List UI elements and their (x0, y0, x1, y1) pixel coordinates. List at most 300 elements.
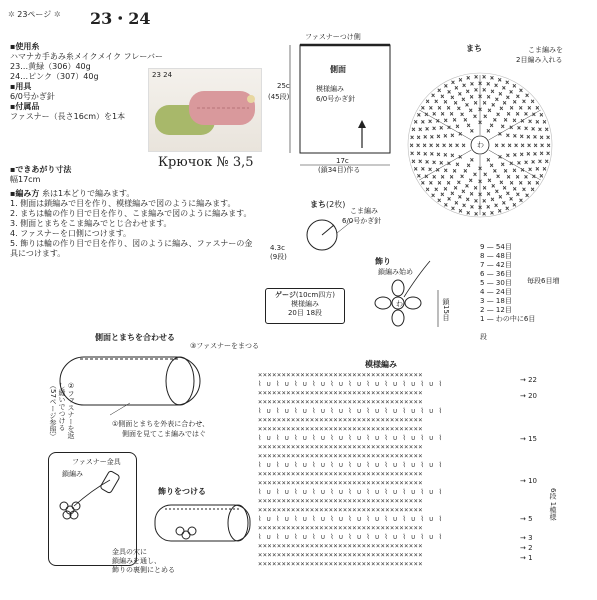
sc-stitch: × (512, 83, 517, 90)
side-title: 側面 (330, 65, 346, 74)
pattern-row: ⌇ ∪ ⌇ ∪ ⌇ ∪ ⌇ ∪ ⌇ ∪ ⌇ ∪ ⌇ ∪ ⌇ ∪ ⌇ ∪ ⌇ ∪ ⌇ (258, 488, 443, 496)
sc-stitch: × (521, 99, 527, 106)
gusset-row-stitches: — 42目 (486, 261, 512, 269)
sc-stitch: × (416, 143, 421, 149)
sc-stitch: × (487, 108, 492, 115)
sc-stitch: × (509, 161, 514, 167)
sc-stitch: × (450, 80, 456, 87)
sc-stitch: × (416, 112, 421, 119)
sc-stitch: × (416, 134, 421, 141)
sc-stitch: × (461, 83, 467, 90)
sc-stitch: × (440, 174, 445, 181)
sc-stitch: × (525, 93, 530, 100)
sc-stitch: × (456, 106, 461, 113)
sc-stitch: × (497, 77, 502, 84)
sc-stitch: × (420, 166, 425, 173)
sc-stitch: × (509, 105, 514, 112)
product-photo (148, 68, 262, 152)
sc-stitch: × (507, 143, 512, 149)
sc-stitch: × (466, 75, 471, 82)
sc-stitch: × (546, 150, 551, 157)
sc-stitch: × (456, 179, 461, 186)
gusset-row-number: 1 (480, 315, 487, 323)
pattern-row: ××××××××××××××××××××××××××××××××××× (258, 372, 424, 379)
sc-stitch: × (469, 157, 474, 164)
sc-stitch: × (486, 157, 491, 164)
sc-stitch: × (518, 197, 524, 204)
pattern-row: ⌇ ∪ ⌇ ∪ ⌇ ∪ ⌇ ∪ ⌇ ∪ ⌇ ∪ ⌇ ∪ ⌇ ∪ ⌇ ∪ ⌇ ∪ ⌇ (258, 515, 443, 523)
sc-stitch: × (486, 128, 491, 135)
sc-stitch: × (449, 111, 454, 118)
side-stitch: 模様編み (316, 85, 344, 93)
sc-stitch: × (440, 93, 445, 100)
sc-stitch: × (496, 111, 501, 118)
sc-stitch: × (443, 186, 448, 193)
sc-stitch: × (466, 162, 471, 169)
sc-stitch: × (463, 117, 468, 124)
sc-stitch: × (486, 191, 491, 198)
sc-stitch: × (454, 85, 459, 92)
sc-stitch: × (440, 111, 445, 118)
sc-stitch: × (518, 88, 524, 95)
sc-stitch: × (509, 180, 514, 187)
gusset-size-rows: (9段) (270, 253, 287, 261)
sc-stitch: × (535, 119, 540, 126)
sc-stitch: × (478, 94, 483, 100)
pattern-chart (258, 372, 516, 574)
yarn-desc: ハマナカ手あみ糸メイクメイク フレーバー (10, 52, 163, 61)
sc-stitch: × (512, 167, 517, 174)
sc-stitch: × (489, 75, 495, 82)
sc-stitch: × (478, 107, 483, 113)
sc-stitch: × (458, 131, 463, 138)
gusset-chart-note2: 2目編み入れる (516, 56, 563, 64)
gusset-row-stitches: — 48目 (486, 252, 512, 260)
sc-stitch: × (468, 177, 473, 184)
sc-stitch: × (512, 133, 517, 140)
sc-stitch: × (503, 117, 508, 124)
sc-stitch: × (474, 74, 479, 81)
sc-stitch: × (455, 143, 460, 149)
pattern-row: ××××××××××××××××××××××××××××××××××× (258, 506, 424, 514)
sc-stitch: × (409, 143, 414, 149)
sc-stitch: × (481, 211, 487, 218)
sc-stitch: × (416, 151, 421, 158)
decoration-center: わ (396, 300, 403, 308)
sc-stitch: × (450, 94, 455, 101)
decoration-start: 鎖編み始め (378, 268, 413, 276)
sc-stitch: × (515, 174, 520, 181)
sc-stitch: × (494, 189, 499, 196)
gusset-row (480, 315, 535, 324)
sc-stitch: × (523, 111, 529, 118)
sc-stitch: × (539, 173, 544, 180)
sc-stitch: × (532, 134, 538, 141)
sc-stitch: × (424, 112, 429, 118)
sc-stitch: × (512, 202, 517, 209)
sc-stitch: × (492, 168, 497, 175)
sc-stitch: × (435, 167, 440, 174)
pattern-row-mark: → 2 (520, 544, 533, 552)
gusset-hook: 6/0号かぎ針 (342, 217, 382, 225)
sc-stitch: × (514, 143, 519, 149)
sc-stitch: × (483, 172, 488, 179)
sc-stitch: × (448, 143, 453, 149)
sc-stitch: × (437, 180, 442, 187)
sc-stitch: × (434, 186, 439, 193)
sc-stitch: × (516, 125, 522, 132)
sc-stitch: × (465, 88, 470, 95)
sc-stitch: × (496, 174, 501, 181)
gusset-row (480, 243, 535, 252)
sc-stitch: × (478, 205, 483, 211)
gusset-size: 4.3c (270, 244, 285, 252)
sc-stitch: × (519, 134, 524, 141)
sc-stitch: × (478, 192, 483, 198)
sc-stitch: × (526, 134, 531, 141)
sc-stitch: × (453, 100, 458, 107)
sc-stitch: × (431, 126, 437, 133)
sc-stitch: × (435, 143, 440, 149)
sc-stitch: × (464, 102, 470, 109)
sc-stitch: × (502, 185, 507, 192)
sc-stitch: × (537, 126, 543, 133)
pattern-row-mark: → 10 (520, 477, 537, 485)
pouch-illustration (149, 69, 261, 151)
assembly-step1a: ①側面とまちを外表に合わせ、 (112, 420, 210, 428)
sc-stitch: × (486, 81, 491, 88)
sc-stitch: × (501, 85, 506, 92)
sc-stitch: × (452, 117, 457, 124)
gauge-unit: (10cm四方) (295, 291, 335, 299)
flower-icon: ✲ (8, 10, 15, 19)
sc-stitch: × (544, 158, 549, 165)
sc-stitch: × (509, 89, 514, 96)
sc-stitch: × (418, 126, 423, 133)
sc-stitch: × (524, 159, 529, 166)
gusset-row-stitches: — 36目 (486, 270, 512, 278)
pattern-row: ××××××××××××××××××××××××××××××××××× (258, 542, 424, 550)
yarn-heading: ▪使用糸 (10, 42, 40, 51)
sc-stitch: × (491, 102, 496, 109)
attach-note1: 金具の穴に (112, 548, 147, 556)
sc-stitch: × (473, 87, 479, 94)
sc-stitch: × (499, 179, 504, 186)
sc-stitch: × (520, 167, 525, 174)
gusset-chart-title: まち (466, 44, 482, 53)
sc-stitch: × (527, 143, 532, 149)
sc-stitch: × (429, 134, 434, 141)
sc-stitch: × (539, 112, 544, 119)
sc-stitch: × (458, 77, 463, 84)
finished-value: 幅17cm (10, 175, 41, 184)
sc-stitch: × (474, 211, 479, 218)
pattern-row: ⌇ ∪ ⌇ ∪ ⌇ ∪ ⌇ ∪ ⌇ ∪ ⌇ ∪ ⌇ ∪ ⌇ ∪ ⌇ ∪ ⌇ ∪ ⌇ (258, 434, 443, 442)
sc-stitch: × (423, 134, 428, 141)
assembly-step3: ③ファスナーをまつる (190, 342, 259, 350)
sc-stitch: × (535, 105, 540, 112)
sc-stitch: × (503, 168, 508, 175)
sc-stitch: × (411, 158, 416, 165)
sc-stitch: × (512, 152, 517, 159)
sc-stitch: × (491, 183, 496, 190)
sc-stitch: × (460, 111, 465, 118)
sc-stitch: × (489, 162, 494, 169)
sc-stitch: × (453, 185, 458, 192)
sc-stitch: × (497, 131, 503, 138)
sc-stitch: × (431, 159, 437, 166)
sc-stitch: × (469, 94, 474, 101)
gauge-box (265, 288, 345, 324)
sc-stitch: × (478, 81, 483, 87)
sc-stitch: × (450, 132, 455, 139)
sc-stitch: × (452, 168, 457, 175)
side-height: 25c (277, 82, 290, 90)
sc-stitch: × (424, 159, 430, 166)
pattern-row: ⌇ ∪ ⌇ ∪ ⌇ ∪ ⌇ ∪ ⌇ ∪ ⌇ ∪ ⌇ ∪ ⌇ ∪ ⌇ ∪ ⌇ ∪ ⌇ (258, 380, 443, 388)
sc-stitch: × (533, 143, 538, 149)
sc-stitch: × (429, 143, 434, 149)
sc-stitch: × (466, 210, 471, 217)
gusset-title: まち(2枚) (310, 200, 346, 209)
sc-stitch: × (499, 106, 504, 113)
yarn-24: 24…ピンク（307）40g (10, 72, 99, 81)
sc-stitch: × (469, 128, 474, 135)
sc-stitch: × (469, 191, 474, 198)
gauge-sts: 20目 (287, 309, 304, 317)
sc-stitch: × (432, 174, 437, 181)
sc-stitch: × (542, 119, 547, 126)
zipper-pull-label: ファスナー金具 (72, 458, 121, 466)
sc-stitch: × (440, 192, 445, 199)
sc-stitch: × (457, 91, 462, 98)
sc-stitch: × (447, 196, 452, 203)
sc-stitch: × (535, 180, 540, 187)
sc-stitch: × (428, 180, 434, 187)
side-width: 17c (336, 157, 349, 165)
sc-stitch: × (521, 186, 527, 193)
sc-stitch: × (524, 126, 529, 133)
sc-stitch: × (432, 111, 437, 118)
sc-stitch: × (505, 205, 510, 212)
step-5: 5. 飾りは輪の作り目で目を作り、図のように編み、ファスナーの金具につけます。 (10, 239, 253, 258)
gusset-row (480, 261, 535, 270)
increase-note: 毎段6目増 (527, 277, 560, 285)
accessories-desc: ファスナー（長さ16cm）を1本 (10, 112, 126, 121)
sc-stitch: × (416, 173, 421, 180)
pattern-row: ⌇ ∪ ⌇ ∪ ⌇ ∪ ⌇ ∪ ⌇ ∪ ⌇ ∪ ⌇ ∪ ⌇ ∪ ⌇ ∪ ⌇ ∪ ⌇ (258, 407, 443, 415)
side-height-rows: (45段) (268, 93, 290, 101)
gusset-row-number: 3 (480, 297, 487, 305)
sc-stitch: × (439, 125, 444, 132)
pattern-row: ××××××××××××××××××××××××××××××××××× (258, 497, 424, 505)
sc-stitch: × (443, 99, 448, 106)
sc-stitch: × (437, 88, 442, 95)
side-width-chain: (鎖34目)作る (318, 166, 361, 174)
gusset-row (480, 306, 535, 315)
attach-note3: 飾りの裏側にとめる (112, 566, 175, 574)
sc-stitch: × (506, 111, 511, 118)
sc-stitch: × (540, 143, 545, 149)
sc-stitch: × (489, 210, 495, 217)
sc-stitch: × (466, 123, 471, 130)
sc-stitch: × (457, 194, 462, 201)
sc-stitch: × (518, 105, 523, 112)
sc-stitch: × (497, 154, 503, 161)
sc-stitch: × (472, 113, 478, 120)
row-unit: 段 (480, 333, 487, 341)
sc-stitch: × (494, 143, 499, 149)
decoration-title: 飾り (375, 257, 391, 266)
sc-stitch: × (527, 105, 532, 112)
sc-stitch: × (446, 161, 452, 167)
gusset-row-stitches: — 18目 (486, 297, 512, 305)
sc-stitch: × (409, 150, 415, 157)
pattern-row: ××××××××××××××××××××××××××××××××××× (258, 560, 424, 568)
gauge-heading: ゲージ (275, 291, 296, 299)
sc-stitch: × (427, 118, 433, 125)
attach-note2: 鎖編みを通し、 (112, 557, 161, 565)
sc-stitch: × (512, 186, 517, 193)
sc-stitch: × (505, 94, 510, 101)
flower-icon: ✲ (53, 10, 61, 19)
sc-stitch: × (424, 174, 429, 180)
attached-pouch-illustration (150, 495, 260, 555)
pattern-row: ××××××××××××××××××××××××××××××××××× (258, 425, 424, 433)
sc-stitch: × (450, 191, 455, 198)
gusset-chart-note1: こま編みを (528, 46, 563, 54)
sc-stitch: × (455, 124, 460, 131)
sc-stitch: × (447, 89, 452, 96)
sc-stitch: × (498, 91, 503, 98)
pattern-row: ××××××××××××××××××××××××××××××××××× (258, 479, 424, 487)
sc-stitch: × (443, 167, 448, 174)
sc-stitch: × (437, 197, 442, 204)
sc-stitch: × (446, 180, 451, 187)
sc-stitch: × (520, 143, 525, 149)
sc-stitch: × (465, 197, 470, 204)
sc-stitch: × (423, 151, 428, 158)
gusset-row-number: 5 (480, 279, 487, 287)
sc-stitch: × (443, 118, 448, 125)
sc-stitch: × (450, 205, 456, 212)
sc-stitch: × (486, 94, 491, 101)
sc-stitch: × (515, 111, 520, 118)
sc-stitch: × (482, 198, 487, 205)
sc-stitch: × (469, 81, 475, 88)
sc-stitch: × (443, 133, 448, 140)
pattern-row-mark: → 15 (520, 435, 537, 443)
sc-stitch: × (492, 117, 497, 124)
decoration-motif (368, 255, 448, 335)
sc-stitch: × (512, 99, 517, 106)
sc-stitch: × (430, 93, 436, 100)
sc-stitch: × (487, 177, 492, 184)
accessories-heading: ▪付属品 (10, 102, 40, 111)
sc-stitch: × (442, 143, 447, 149)
gusset-row-stitches: — 30目 (486, 279, 512, 287)
assembly-title: 側面とまちを合わせる (95, 333, 175, 342)
sc-stitch: × (539, 151, 544, 158)
sc-stitch: × (515, 93, 520, 100)
tools-heading: ▪用具 (10, 82, 32, 91)
sc-stitch: × (525, 192, 530, 199)
sc-stitch: × (509, 125, 514, 131)
sc-stitch: × (523, 174, 529, 181)
sc-stitch: × (500, 124, 505, 131)
sc-stitch: × (443, 202, 448, 209)
sc-stitch: × (473, 100, 478, 107)
sc-stitch: × (427, 167, 433, 174)
sc-stitch: × (494, 96, 499, 103)
gusset-row (480, 297, 535, 306)
sc-stitch: × (528, 118, 533, 125)
sc-stitch: × (434, 99, 439, 106)
sc-stitch: × (526, 151, 531, 158)
sc-stitch: × (450, 153, 455, 160)
sc-stitch: × (420, 180, 425, 187)
pattern-row: ××××××××××××××××××××××××××××××××××× (258, 470, 424, 478)
sc-stitch: × (482, 87, 487, 94)
pattern-row-mark: → 1 (520, 554, 533, 562)
pattern-row: ××××××××××××××××××××××××××××××××××× (258, 551, 424, 559)
sc-stitch: × (436, 151, 441, 158)
sc-stitch: × (539, 134, 544, 141)
sc-stitch: × (531, 159, 536, 166)
sc-stitch: × (490, 88, 495, 95)
gauge-stitch: 模様編み (291, 300, 319, 308)
sc-stitch: × (518, 180, 523, 187)
sc-stitch: × (429, 151, 434, 158)
gusset-row-number: 6 (480, 270, 487, 278)
zipper-side-label: ファスナーつけ側 (305, 33, 361, 41)
pattern-row-mark: → 3 (520, 534, 533, 542)
gusset-row-number: 8 (480, 252, 487, 260)
sc-stitch: × (501, 200, 506, 207)
sc-stitch: × (461, 96, 466, 103)
zipper-pull-illustration (52, 470, 132, 530)
assembly-step1b: 側面を見てこま編みではぐ (122, 430, 206, 438)
sc-stitch: × (530, 98, 535, 105)
instructions-block (10, 165, 255, 259)
gusset-stitch: こま編み (350, 207, 378, 215)
sc-stitch: × (420, 119, 425, 126)
sc-stitch: × (463, 168, 468, 175)
instructions-heading: ▪編み方 糸は1本どりで編みます。 (10, 189, 135, 198)
sc-stitch: × (505, 132, 510, 139)
sc-stitch: × (413, 119, 418, 126)
sc-stitch: × (437, 105, 442, 112)
sc-stitch: × (430, 192, 436, 199)
sc-stitch: × (520, 118, 525, 125)
sc-stitch: × (505, 191, 510, 198)
page-title: 23・24 (90, 9, 151, 28)
sc-stitch: × (530, 187, 535, 194)
sc-stitch: × (486, 204, 491, 211)
pattern-chart-title: 模様編み (365, 360, 397, 369)
sc-stitch: × (531, 126, 536, 133)
step-4: 4. ファスナーを口側につけます。 (10, 229, 132, 238)
sc-stitch: × (501, 143, 506, 149)
sc-stitch: × (482, 100, 487, 107)
pattern-row: ⌇ ∪ ⌇ ∪ ⌇ ∪ ⌇ ∪ ⌇ ∪ ⌇ ∪ ⌇ ∪ ⌇ ∪ ⌇ ∪ ⌇ ∪ ⌇ (258, 461, 443, 469)
sc-stitch: × (497, 208, 502, 215)
gusset-row-number: 4 (480, 288, 487, 296)
sc-stitch: × (544, 127, 549, 134)
pattern-row-marks (520, 372, 560, 582)
step-1: 1. 側面は鎖編みで目を作り、模様編みで図のように編みます。 (10, 199, 236, 208)
sc-stitch: × (494, 202, 499, 209)
